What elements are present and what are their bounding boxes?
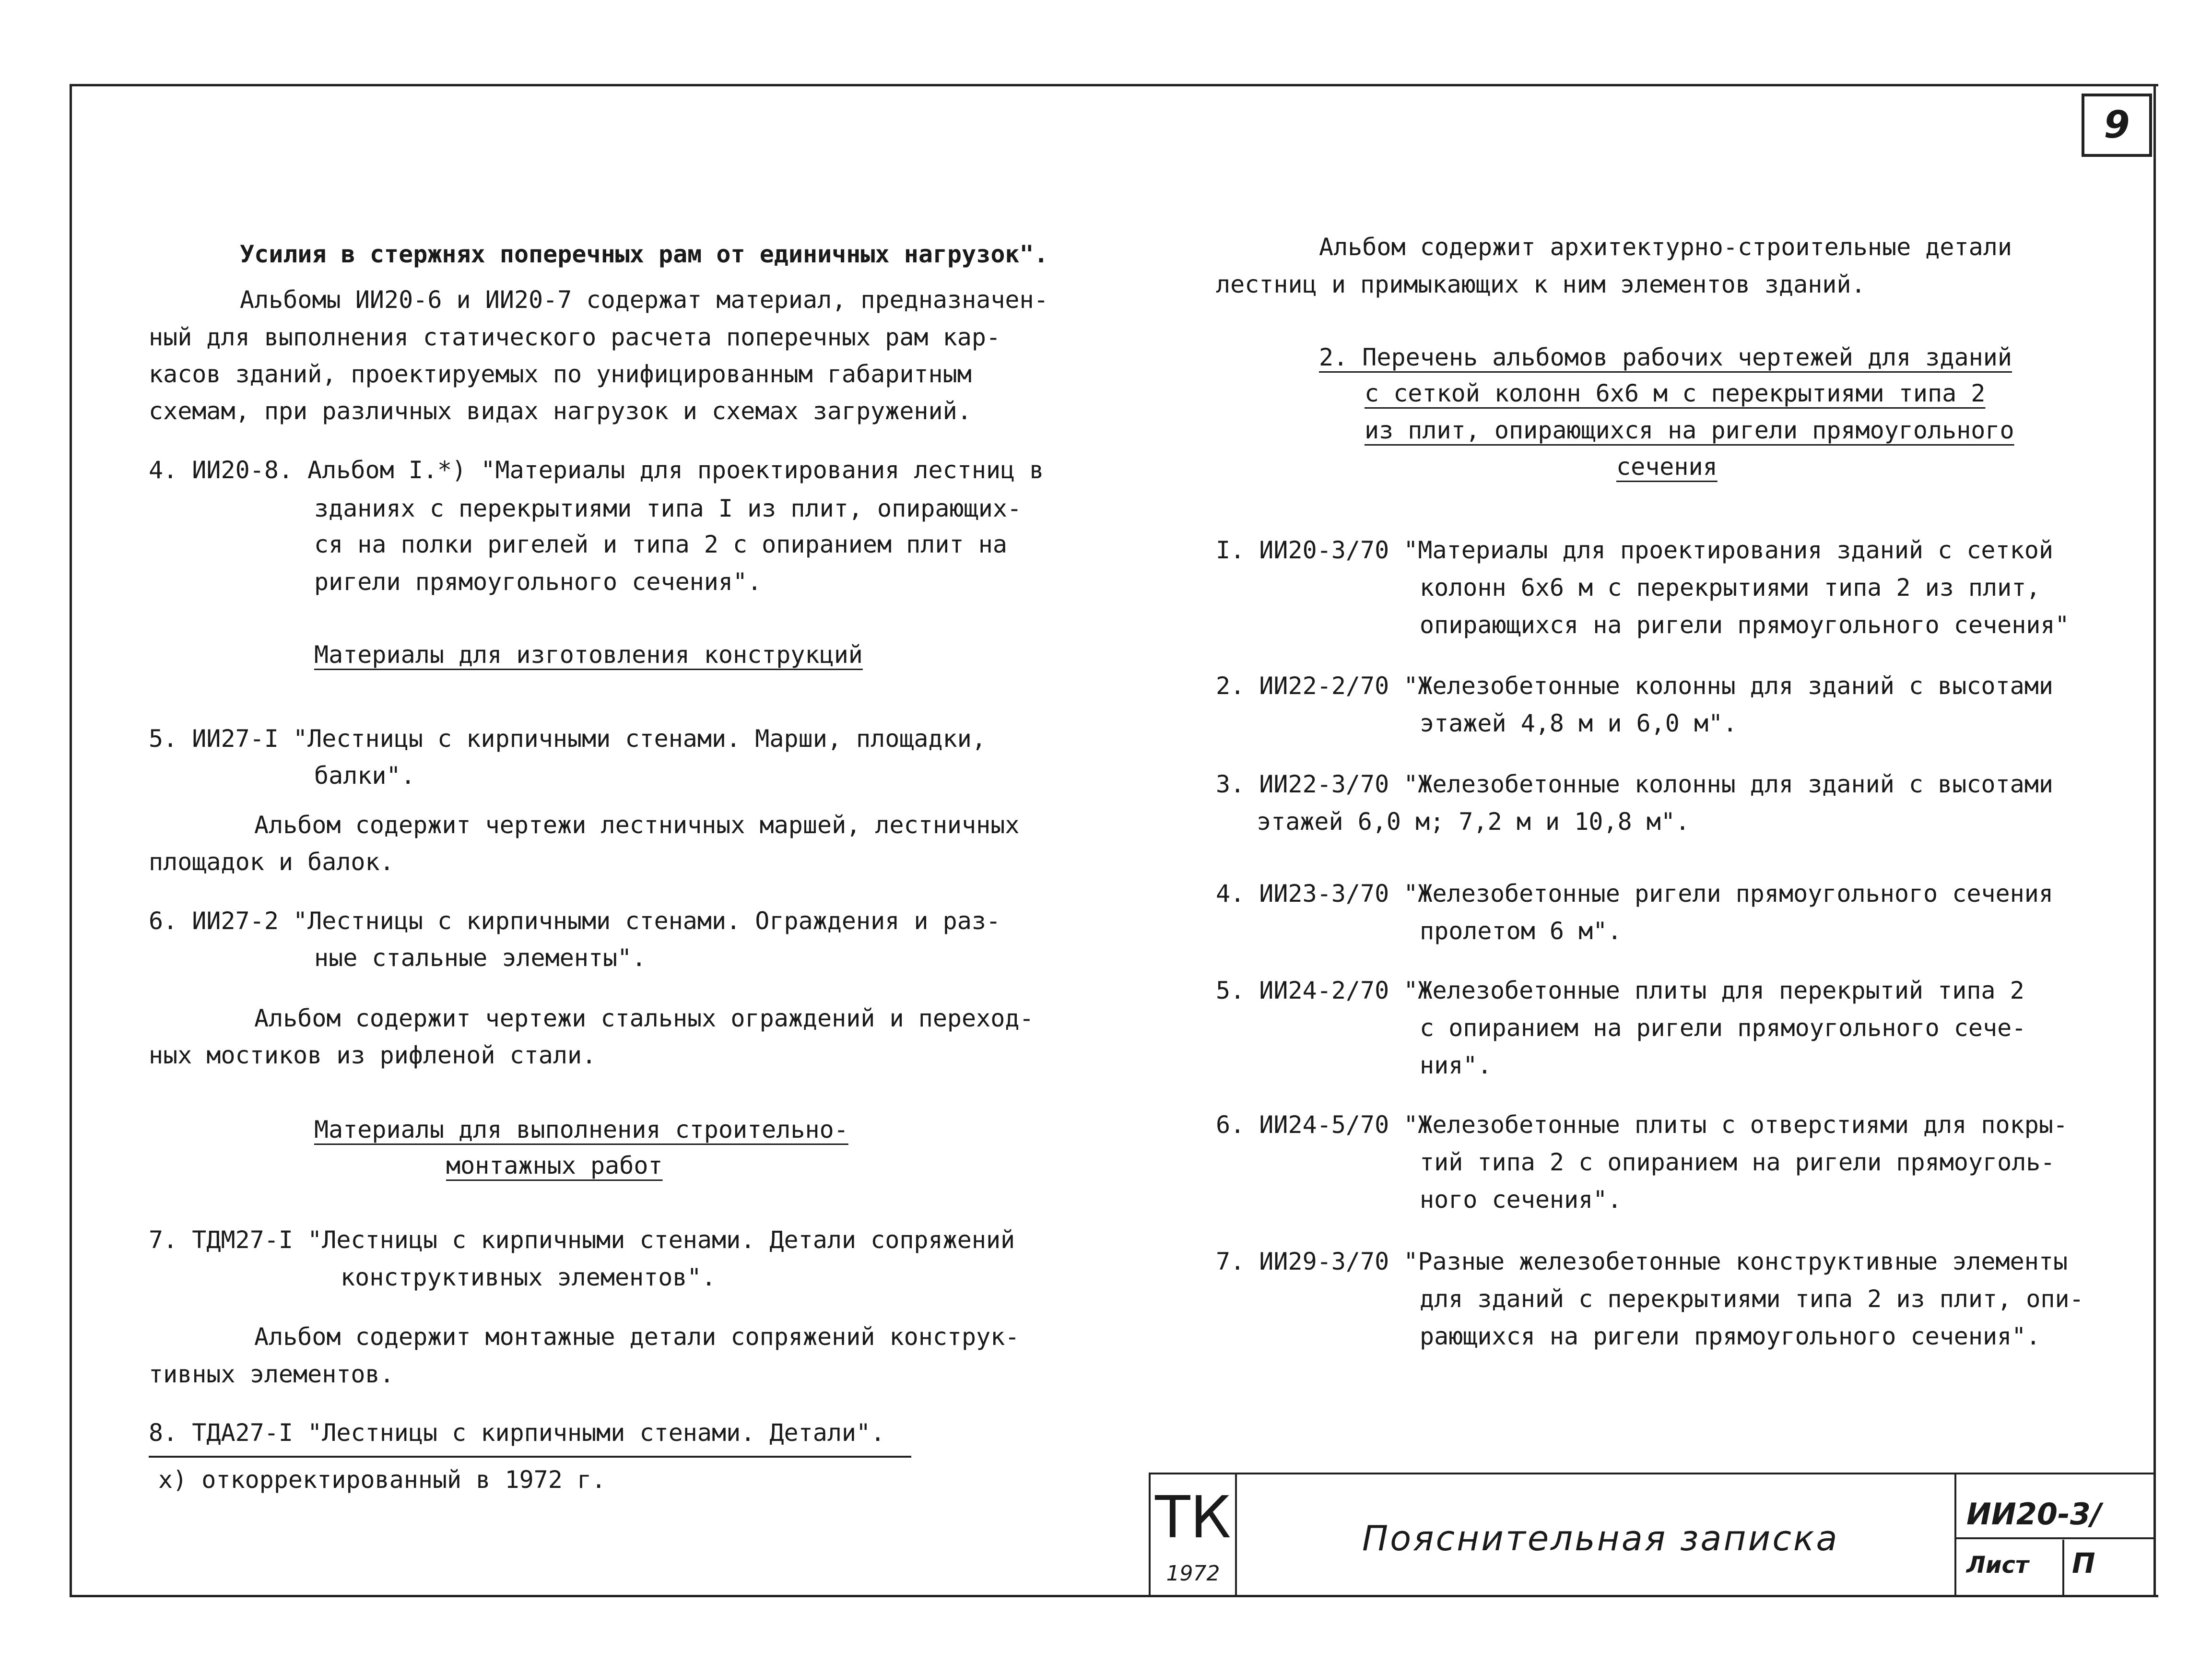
right-line-16: 5. ИИ24-2/70 "Железобетонные плиты для перекрытий типа 2 <box>1216 977 2024 1004</box>
frame-bottom-line <box>70 1595 2158 1597</box>
right-line-17: с опиранием на ригели прямоугольного сече- <box>1420 1014 2026 1042</box>
right-line-12: 3. ИИ22-3/70 "Железобетонные колонны для зданий с высотами <box>1216 770 2053 798</box>
left-line-25: 8. ТДА27-I "Лестницы с кирпичными стенами. Детали". <box>149 1419 885 1447</box>
left-line-07: зданиях с перекрытиями типа I из плит, опирающих- <box>314 495 1022 522</box>
stamp-top-line <box>1149 1473 2156 1474</box>
right-line-21: ного сечения". <box>1420 1186 1622 1214</box>
right-line-18: ния". <box>1420 1051 1492 1079</box>
left-heading-materials: Материалы для изготовления конструкций <box>314 641 863 669</box>
left-line-16: ные стальные элементы". <box>314 944 647 972</box>
left-line-17: Альбом содержит чертежи стальных ограждений и переход- <box>254 1004 1034 1032</box>
left-line-13: Альбом содержит чертежи лестничных маршей, лестничных <box>254 811 1020 839</box>
left-line-23: Альбом содержит монтажные детали сопряжений конструк- <box>254 1323 1020 1351</box>
left-line-08: ся на полки ригелей и типа 2 с опиранием плит на <box>314 530 1007 558</box>
album-code: ИИ20-3/ <box>1966 1497 2102 1532</box>
left-heading-works-1: Материалы для выполнения строительно- <box>314 1116 848 1144</box>
page-number-text: 9 <box>2104 104 2130 147</box>
left-line-01: Усилия в стержнях поперечных рам от единичных нагрузок". <box>240 240 1048 268</box>
right-line-10: 2. ИИ22-2/70 "Железобетонные колонны для зданий с высотами <box>1216 672 2053 700</box>
left-line-15: 6. ИИ27-2 "Лестницы с кирпичными стенами. Ограждения и раз- <box>149 907 1001 935</box>
left-footnote: х) откорректированный в 1972 г. <box>158 1466 606 1494</box>
right-line-08: колонн 6х6 м с перекрытиями типа 2 из плит, <box>1420 574 2041 601</box>
stamp-divider-1 <box>1149 1473 1151 1597</box>
right-line-19: 6. ИИ24-5/70 "Железобетонные плиты с отверстиями для покры- <box>1216 1111 2068 1139</box>
right-line-15: пролетом 6 м". <box>1420 917 1622 945</box>
left-line-12: балки". <box>314 762 415 790</box>
left-line-09: ригели прямоугольного сечения". <box>314 568 762 596</box>
frame-right-line <box>2153 84 2156 1597</box>
left-line-06: 4. ИИ20-8. Альбом I.*) "Материалы для проектирования лестниц в <box>149 456 1044 484</box>
right-line-09: опирающихся на ригели прямоугольного сечения" <box>1420 611 2070 639</box>
right-line-24: рающихся на ригели прямоугольного сечения". <box>1420 1322 2041 1350</box>
stamp-divider-3 <box>1954 1473 1956 1597</box>
stamp-divider-h <box>1954 1537 2156 1539</box>
right-line-13: этажей 6,0 м; 7,2 м и 10,8 м". <box>1257 808 1690 836</box>
left-line-11: 5. ИИ27-I "Лестницы с кирпичными стенами. Марши, площадки, <box>149 725 986 753</box>
right-line-01: Альбом содержит архитектурно-строительные детали <box>1319 233 2012 261</box>
left-line-04: касов зданий, проектируемых по унифицированным габаритным <box>149 360 972 388</box>
tk-logo: ТК <box>1155 1485 1231 1551</box>
sheet-label: Лист <box>1966 1552 2029 1579</box>
right-line-23: для зданий с перекрытиями типа 2 из плит, опи- <box>1420 1285 2084 1313</box>
right-line-14: 4. ИИ23-3/70 "Железобетонные ригели прямоугольного сечения <box>1216 880 2053 908</box>
frame-left-line <box>70 84 72 1597</box>
page-number <box>2082 94 2152 157</box>
right-line-22: 7. ИИ29-3/70 "Разные железобетонные конструктивные элементы <box>1216 1248 2068 1275</box>
right-line-02: лестниц и примыкающих к ним элементов зданий. <box>1216 271 1866 298</box>
left-heading-works-2: монтажных работ <box>446 1152 663 1179</box>
stamp-title: Пояснительная записка <box>1362 1518 1839 1558</box>
left-line-21: 7. ТДМ27-I "Лестницы с кирпичными стенами. Детали сопряжений <box>149 1226 1015 1254</box>
footnote-rule <box>149 1456 911 1458</box>
right-line-07: I. ИИ20-3/70 "Материалы для проектирования зданий с сеткой <box>1216 536 2053 564</box>
left-line-14: площадок и балок. <box>149 848 394 876</box>
left-line-22: конструктивных элементов". <box>341 1263 716 1291</box>
left-line-24: тивных элементов. <box>149 1360 394 1388</box>
stamp-divider-sheet <box>2062 1540 2064 1595</box>
left-line-02: Альбомы ИИ20-6 и ИИ20-7 содержат материал, предназначен- <box>240 286 1048 314</box>
left-line-03: ный для выполнения статического расчета поперечных рам кар- <box>149 323 1001 351</box>
right-heading-3: из плит, опирающихся на ригели прямоугольного <box>1365 416 2014 444</box>
tk-year: 1972 <box>1166 1561 1220 1586</box>
right-heading-2: с сеткой колонн 6х6 м с перекрытиями типа 2 <box>1365 379 1986 407</box>
right-line-11: этажей 4,8 м и 6,0 м". <box>1420 709 1738 737</box>
left-line-18: ных мостиков из рифленой стали. <box>149 1041 597 1069</box>
stamp-divider-2 <box>1235 1473 1237 1597</box>
left-line-05: схемам, при различных видах нагрузок и схемах загружений. <box>149 397 972 425</box>
right-line-20: тий типа 2 с опиранием на ригели прямоуголь- <box>1420 1148 2055 1176</box>
right-heading-1: 2. Перечень альбомов рабочих чертежей для зданий <box>1319 343 2012 371</box>
sheet-number: П <box>2072 1547 2095 1580</box>
right-heading-4: сечения <box>1616 453 1718 481</box>
frame-top-line <box>70 84 2158 86</box>
